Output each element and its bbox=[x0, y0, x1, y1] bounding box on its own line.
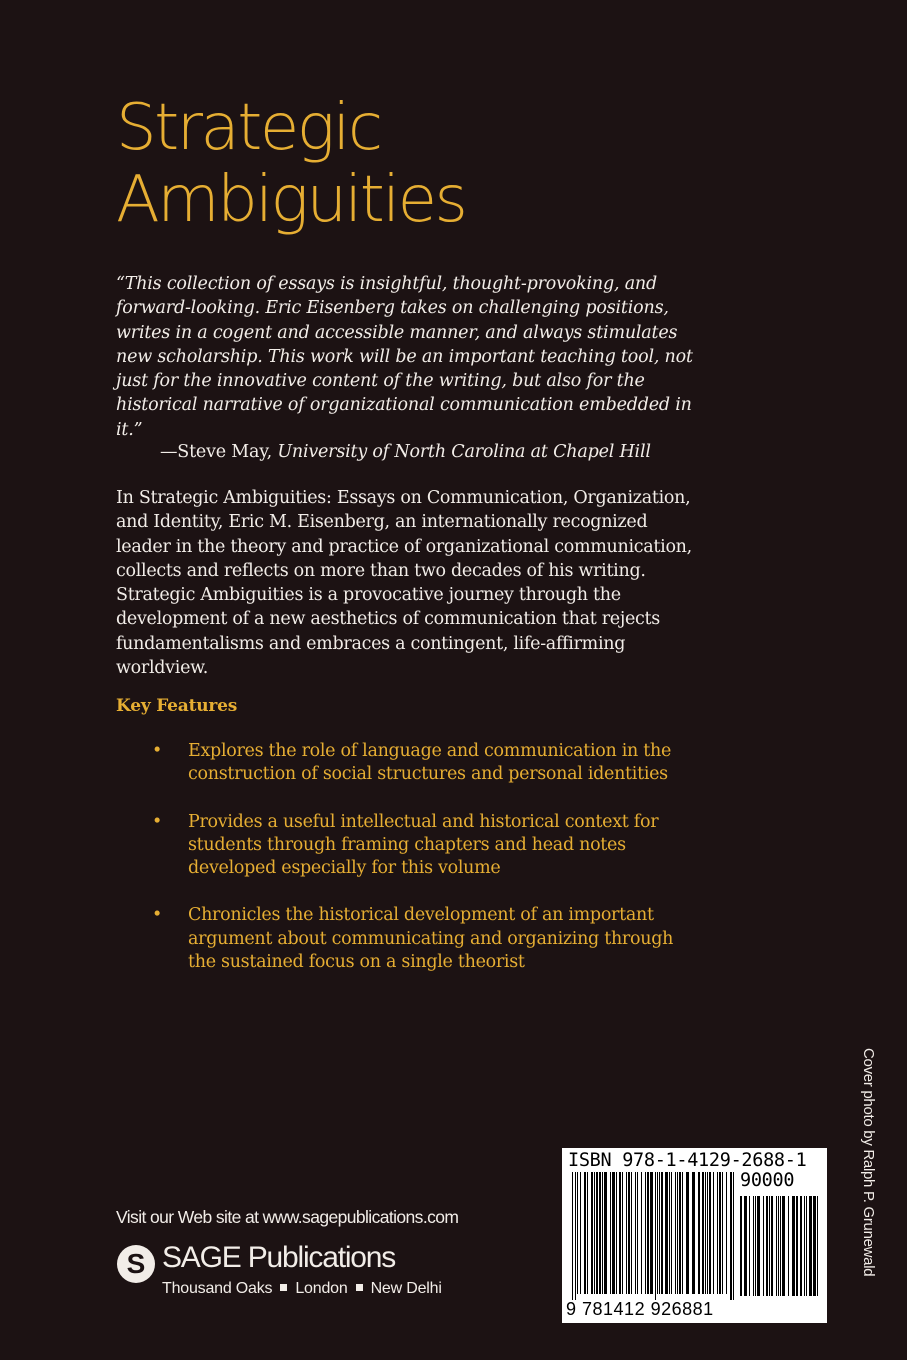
publisher-cities bbox=[162, 1279, 442, 1299]
bullet-icon: • bbox=[152, 905, 163, 926]
barcode-bar bbox=[705, 1172, 706, 1294]
feature-text: Provides a useful intellectual and historical context for students through framing chapters and head notes developed especially for this volume bbox=[188, 811, 659, 879]
price-code: 90000 bbox=[740, 1170, 795, 1191]
barcode-bar bbox=[682, 1172, 683, 1294]
barcode-bars bbox=[572, 1172, 736, 1300]
barcode-bar bbox=[817, 1196, 818, 1296]
sage-logo-icon bbox=[116, 1244, 156, 1284]
barcode-bar bbox=[686, 1172, 689, 1294]
feature-text: Chronicles the historical development of an important argument about communicating and organizing through the sustained focus on a single theorist bbox=[188, 905, 674, 973]
separator-square-icon bbox=[280, 1284, 287, 1291]
barcode-bar bbox=[635, 1172, 636, 1294]
barcode-bar bbox=[796, 1196, 798, 1296]
barcode-bar bbox=[766, 1196, 768, 1296]
separator-square-icon bbox=[356, 1284, 363, 1291]
barcode-bar bbox=[679, 1172, 681, 1294]
barcode-bar bbox=[619, 1172, 621, 1294]
photo-credit: Cover photo by Ralph P. Grunewald bbox=[860, 1048, 877, 1277]
barcode-bar bbox=[647, 1172, 649, 1294]
barcode-bar bbox=[610, 1172, 611, 1294]
barcode-bar bbox=[780, 1196, 781, 1296]
publisher-name: SAGE Publications bbox=[162, 1241, 396, 1274]
title-line-2: Ambiguities bbox=[116, 163, 466, 237]
barcode-bar bbox=[669, 1172, 670, 1294]
barcode-bar bbox=[713, 1172, 714, 1294]
barcode-bar bbox=[730, 1172, 732, 1300]
barcode-bar bbox=[776, 1196, 777, 1296]
barcode-bar bbox=[641, 1172, 642, 1294]
addon-barcode-bars bbox=[740, 1196, 822, 1296]
barcode-bar bbox=[769, 1196, 770, 1296]
website-link[interactable]: Visit our Web site at www.sagepublications.com bbox=[116, 1207, 459, 1227]
endorsement-quote: “This collection of essays is insightful, thought-provoking, and forward-looking. Eric Eisenberg takes on challenging positions, writes in a cogent and accessible manner, and always stimulates new scholarship. This work will be an important teaching tool, not just for the innovative content of the writing, but also for the historical narrative of organizational communication embedded in it.” bbox=[116, 274, 693, 440]
endorsement-attribution bbox=[160, 440, 651, 464]
barcode-bar bbox=[661, 1172, 663, 1294]
barcode-bar bbox=[792, 1196, 795, 1296]
barcode-bar bbox=[717, 1172, 718, 1294]
features-list bbox=[152, 740, 702, 998]
barcode-bar bbox=[757, 1196, 760, 1296]
barcode-bar bbox=[612, 1172, 615, 1294]
feature-item bbox=[152, 904, 702, 974]
book-title bbox=[116, 92, 465, 236]
barcode-bar bbox=[778, 1196, 779, 1296]
barcode-bar bbox=[702, 1172, 704, 1294]
barcode-bar bbox=[719, 1172, 721, 1294]
barcode-bar bbox=[671, 1172, 672, 1294]
barcode-bar bbox=[628, 1172, 630, 1294]
feature-text: Explores the role of language and communication in the construction of social structures and personal identities bbox=[188, 741, 672, 785]
city: Thousand Oaks bbox=[162, 1280, 273, 1297]
barcode-bar bbox=[788, 1196, 789, 1296]
barcode-bar bbox=[782, 1196, 785, 1296]
barcode-bar bbox=[655, 1172, 656, 1300]
barcode-bar bbox=[580, 1172, 581, 1294]
barcode-bar bbox=[813, 1196, 816, 1296]
barcode-bar bbox=[771, 1196, 773, 1296]
barcode-bar bbox=[616, 1172, 617, 1294]
feature-item bbox=[152, 740, 702, 787]
barcode-bar bbox=[722, 1172, 723, 1294]
barcode-bar bbox=[698, 1172, 700, 1294]
attribution-name: —Steve May, bbox=[160, 442, 278, 462]
barcode-bar bbox=[657, 1172, 658, 1294]
title-line-1: Strategic bbox=[116, 91, 381, 165]
barcode-bar bbox=[594, 1172, 595, 1294]
barcode-bar bbox=[749, 1196, 750, 1296]
barcode-bar bbox=[806, 1196, 807, 1296]
barcode-bar bbox=[692, 1172, 695, 1294]
barcode-bar bbox=[622, 1172, 623, 1294]
city: London bbox=[295, 1280, 348, 1297]
barcode-bar bbox=[650, 1172, 653, 1294]
bullet-icon: • bbox=[152, 811, 163, 832]
barcode-bar bbox=[800, 1196, 802, 1296]
barcode-bar bbox=[755, 1196, 756, 1296]
barcode-bar bbox=[637, 1172, 638, 1294]
barcode-bar bbox=[591, 1172, 593, 1294]
barcode-bar bbox=[677, 1172, 678, 1294]
barcode-bar bbox=[753, 1196, 754, 1296]
barcode-bar bbox=[744, 1196, 747, 1296]
barcode-bar bbox=[596, 1172, 598, 1294]
barcode-bar bbox=[675, 1172, 676, 1294]
barcode-bar bbox=[602, 1172, 603, 1294]
barcode-bar bbox=[709, 1172, 711, 1294]
bullet-icon: • bbox=[152, 741, 163, 761]
barcode-bar bbox=[587, 1172, 588, 1294]
attribution-affiliation: University of North Carolina at Chapel Hill bbox=[277, 442, 651, 462]
barcode-bar bbox=[740, 1196, 742, 1296]
barcode-bar bbox=[599, 1172, 601, 1294]
ean-digits: 9 781412 926881 bbox=[566, 1299, 714, 1319]
barcode-bar bbox=[584, 1172, 586, 1294]
isbn-barcode bbox=[562, 1148, 827, 1323]
barcode-bar bbox=[726, 1172, 727, 1294]
barcode-bar bbox=[809, 1196, 812, 1296]
book-description: In Strategic Ambiguities: Essays on Communication, Organization, and Identity, Eric M. Eisenberg, an internationally recognized leader in the theory and practice of organizational communication, collects and reflects on more than two decades of his writing. Strategic Ambiguities is a provocative journey through the development of a new aesthetics of communication that rejects fundamentalisms and embraces a contingent, life-affirming worldview. bbox=[116, 488, 692, 679]
barcode-bar bbox=[763, 1196, 764, 1296]
barcode-bar bbox=[575, 1172, 576, 1300]
isbn-text: ISBN 978-1-4129-2688-1 bbox=[568, 1150, 807, 1171]
feature-item bbox=[152, 811, 702, 881]
key-features-heading: Key Features bbox=[116, 696, 238, 716]
barcode-bar bbox=[659, 1172, 660, 1294]
barcode-bar bbox=[707, 1172, 708, 1294]
barcode-bar bbox=[626, 1172, 627, 1294]
barcode-bar bbox=[645, 1172, 646, 1294]
barcode-bar bbox=[577, 1172, 578, 1294]
barcode-bar bbox=[631, 1172, 632, 1294]
barcode-bar bbox=[572, 1172, 573, 1300]
barcode-bar bbox=[804, 1196, 805, 1296]
city: New Delhi bbox=[370, 1280, 442, 1297]
barcode-bar bbox=[604, 1172, 607, 1294]
barcode-bar bbox=[733, 1172, 734, 1300]
barcode-bar bbox=[665, 1172, 668, 1294]
svg-text:S: S bbox=[126, 1248, 146, 1279]
